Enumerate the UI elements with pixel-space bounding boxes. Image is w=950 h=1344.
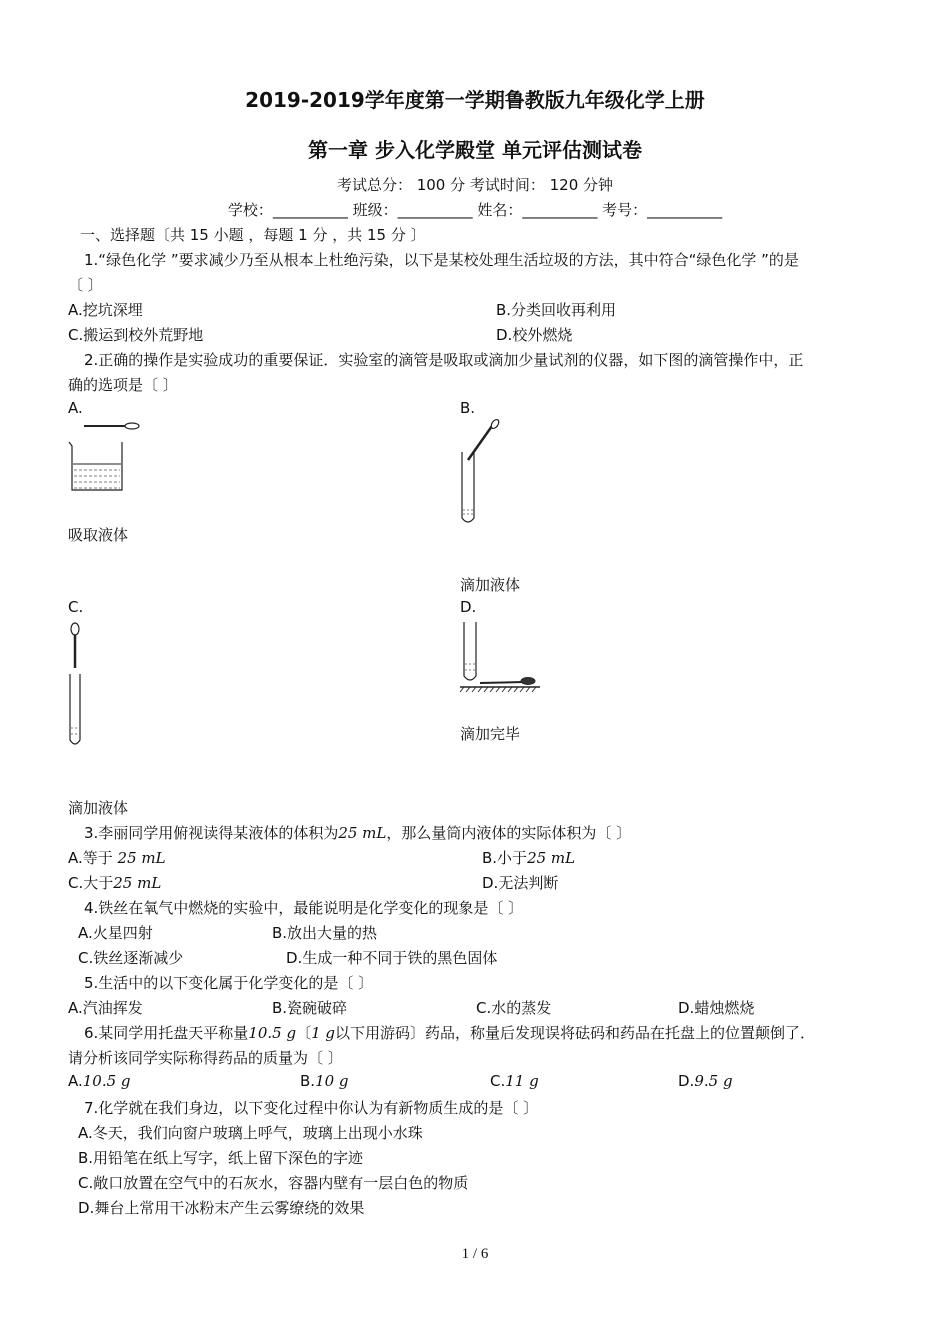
q3-stem-post: ，那么量筒内液体的实际体积为〔 〕 xyxy=(386,824,632,842)
q2-label-a: A. xyxy=(68,399,83,417)
dropper-beaker-figure-a xyxy=(66,418,146,496)
page-number: 1 / 6 xyxy=(461,1246,489,1262)
q7-option-b: B.用铅笔在纸上写字，纸上留下深色的字迹 xyxy=(78,1149,364,1167)
q6-stem-pre: 6.某同学用托盘天平称量 xyxy=(84,1024,249,1042)
q6-stem-line2: 请分析该同学实际称得药品的质量为〔 〕 xyxy=(68,1049,343,1067)
doc-title-line2: 第一章 步入化学殿堂 单元评估测试卷 xyxy=(308,138,642,162)
q3-option-a xyxy=(68,847,166,868)
q1-option-d: D.校外燃烧 xyxy=(496,326,573,344)
dropper-table-figure-d xyxy=(458,618,544,694)
q6-option-c-value: 11 g xyxy=(505,1072,539,1090)
q1-option-a: A.挖坑深埋 xyxy=(68,301,143,319)
q5-option-b: B.瓷碗破碎 xyxy=(272,999,348,1017)
student-info: 学校：__________ 班级：__________ 姓名：__________ 考号：__________ xyxy=(227,201,723,219)
q3-option-b-label: B.小于 xyxy=(482,849,528,867)
q7-option-c: C.敞口放置在空气中的石灰水，容器内壁有一层白色的物质 xyxy=(78,1174,469,1192)
q5-option-d: D.蜡烛燃烧 xyxy=(678,999,755,1017)
q6-stem-line1 xyxy=(84,1022,815,1043)
q3-option-c-label: C.大于 xyxy=(68,874,114,892)
dropper-tube-figure-c xyxy=(66,618,90,750)
q6-option-d xyxy=(678,1072,733,1090)
q3-option-c-value: 25 mL xyxy=(113,874,162,892)
q1-stem-line2: 〔 〕 xyxy=(68,276,103,294)
q1-option-b: B.分类回收再利用 xyxy=(496,301,617,319)
q7-option-a: A.冬天，我们向窗户玻璃上呼气，玻璃上出现小水珠 xyxy=(78,1124,423,1142)
q6-option-c-label: C. xyxy=(490,1072,506,1090)
q3-option-a-label: A.等于 xyxy=(68,849,118,867)
doc-title-line1: 2019-2019学年度第一学期鲁教版九年级化学上册 xyxy=(245,88,705,112)
q2-stem-line1: 2.正确的操作是实验成功的重要保证．实验室的滴管是吸取或滴加少量试剂的仪器，如下图的滴管操作中，正 xyxy=(84,351,804,369)
q6-option-b xyxy=(300,1072,349,1090)
q6-option-b-value: 10 g xyxy=(315,1072,349,1090)
q4-option-b: B.放出大量的热 xyxy=(272,924,378,942)
q6-option-c xyxy=(490,1072,539,1090)
q6-option-a-value: 10.5 g xyxy=(82,1072,131,1090)
q5-option-c: C.水的蒸发 xyxy=(476,999,552,1017)
q1-stem-line1: 1.“绿色化学 ”要求减少乃至从根本上杜绝污染，以下是某校处理生活垃圾的方法，其中符合“绿色化学 ”的是 xyxy=(84,251,799,269)
q2-label-d: D. xyxy=(460,598,477,616)
q2-caption-c: 滴加液体 xyxy=(68,799,129,817)
q4-option-a: A.火星四射 xyxy=(78,924,153,942)
q3-option-b-value: 25 mL xyxy=(527,849,576,867)
q2-caption-a: 吸取液体 xyxy=(68,526,129,544)
q3-stem xyxy=(84,822,631,843)
q4-option-d: D.生成一种不同于铁的黑色固体 xyxy=(286,949,498,967)
q6-stem-mid2: 以下用游码〕药品，称量后发现误将砝码和药品在托盘上的位置颠倒了． xyxy=(335,1024,816,1042)
section-heading: 一、选择题〔共 15 小题 ，每题 1 分 ，共 15 分 〕 xyxy=(80,226,426,244)
q2-caption-d: 滴加完毕 xyxy=(460,725,521,743)
q3-option-d xyxy=(482,872,558,893)
q5-option-a: A.汽油挥发 xyxy=(68,999,143,1017)
q3-option-c xyxy=(68,872,161,893)
q2-stem-line2: 确的选项是〔 〕 xyxy=(68,376,178,394)
q7-option-d: D.舞台上常用干冰粉末产生云雾缭绕的效果 xyxy=(78,1199,365,1217)
q1-option-c: C.搬运到校外荒野地 xyxy=(68,326,204,344)
q2-label-c: C. xyxy=(68,598,84,616)
q6-option-d-label: D. xyxy=(678,1072,695,1090)
q3-stem-pre: 3.李丽同学用俯视读得某液体的体积为 xyxy=(84,824,339,842)
q4-option-c: C.铁丝逐渐减少 xyxy=(78,949,184,967)
q2-label-b: B. xyxy=(460,399,476,417)
q6-option-b-label: B. xyxy=(300,1072,316,1090)
q6-stem-value2: 1 g xyxy=(311,1024,336,1042)
q4-stem: 4.铁丝在氧气中燃烧的实验中，最能说明是化学变化的现象是〔 〕 xyxy=(84,899,524,917)
q7-stem: 7.化学就在我们身边，以下变化过程中你认为有新物质生成的是〔 〕 xyxy=(84,1099,539,1117)
q6-option-a xyxy=(68,1072,131,1090)
q2-caption-b: 滴加液体 xyxy=(460,576,521,594)
q6-option-a-label: A. xyxy=(68,1072,83,1090)
q3-option-d-label: D.无法判断 xyxy=(482,874,559,892)
q3-option-b xyxy=(482,847,575,868)
q3-stem-value: 25 mL xyxy=(338,824,387,842)
q6-option-d-value: 9.5 g xyxy=(694,1072,733,1090)
exam-info: 考试总分： 100 分 考试时间： 120 分钟 xyxy=(336,176,614,194)
q5-stem: 5.生活中的以下变化属于化学变化的是〔 〕 xyxy=(84,974,374,992)
q3-option-a-value: 25 mL xyxy=(117,849,166,867)
dropper-tube-figure-b xyxy=(456,418,506,530)
q6-stem-mid1: 〔 xyxy=(296,1024,312,1042)
q6-stem-value1: 10.5 g xyxy=(248,1024,297,1042)
